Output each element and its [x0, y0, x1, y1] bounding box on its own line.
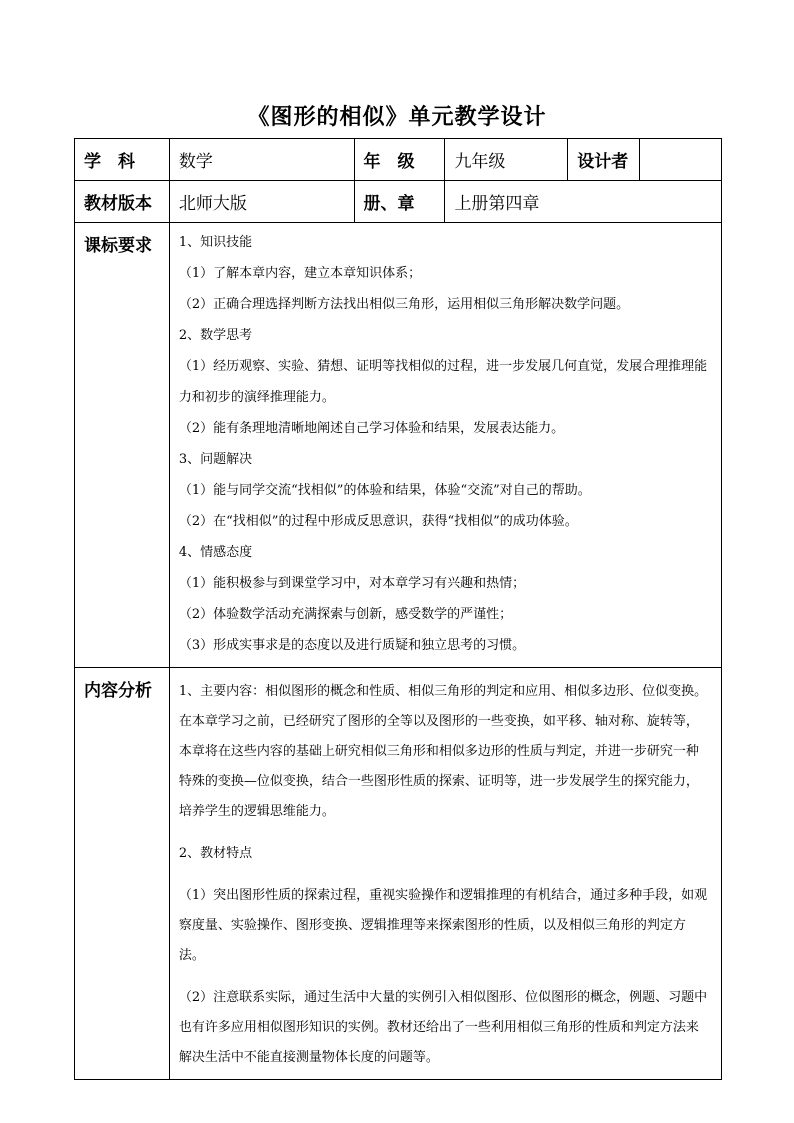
table-row-subject: [75, 139, 722, 181]
standards-line: （1）经历观察、实验、猜想、证明等找相似的过程，进一步发展几何直觉，发展合理推理能力和初步的演绎推理能力。: [178, 359, 708, 405]
subject-label: 学 科: [75, 139, 170, 181]
standards-line: （3）形成实事求是的态度以及进行质疑和独立思考的习惯。: [178, 638, 526, 653]
standards-line: （1）能积极参与到课堂学习中，对本章学习有兴趣和热情；: [178, 576, 526, 591]
standards-line: 4、情感态度: [178, 545, 253, 560]
standards-line: 1、知识技能: [178, 235, 253, 250]
analysis-paragraph: 1、主要内容：相似图形的概念和性质、相似三角形的判定和应用、相似多边形、位似变换。在本章学习之前，已经研究了图形的全等以及图形的一些变换，如平移、轴对称、旋转等，本章将在这些内容的基础上研究相似三角形和相似多边形的性质与判定，并进一步研究一种特殊的变换—位似变换，结合一些图形性质的探索、证明等，进一步发展学生的探究能力，培养学生的逻辑思维能力。: [178, 684, 708, 819]
subject-value: 数学: [169, 139, 354, 181]
analysis-paragraph: （2）注意联系实际，通过生活中大量的实例引入相似图形、位似图形的概念，例题、习题中也有许多应用相似图形知识的实例。教材还给出了一些利用相似三角形的性质和判定方法来解决生活中不能直接测量物体长度的问题等。: [178, 990, 708, 1065]
designer-label: 设计者: [568, 139, 640, 181]
standards-line: （2）正确合理选择判断方法找出相似三角形，运用相似三角形解决数学问题。: [178, 297, 630, 312]
standards-line: （2）在“找相似”的过程中形成反思意识，获得“找相似”的成功体验。: [178, 514, 578, 529]
analysis-paragraph: 2、教材特点: [178, 846, 253, 861]
designer-value: [640, 139, 722, 181]
analysis-paragraph: （1）突出图形性质的探索过程，重视实验操作和逻辑推理的有机结合，通过多种手段，如观察度量、实验操作、图形变换、逻辑推理等来探索图形的性质，以及相似三角形的判定方法。: [178, 888, 708, 963]
volume-label: 册、章: [354, 181, 445, 223]
standards-line: （1）了解本章内容，建立本章知识体系；: [178, 266, 422, 281]
table-row-analysis: [75, 668, 722, 1080]
standards-label: 课标要求: [75, 223, 170, 668]
analysis-content: [169, 668, 721, 1080]
standards-content: [169, 223, 721, 668]
grade-value: 九年级: [445, 139, 568, 181]
standards-line: 3、问题解决: [178, 452, 253, 467]
analysis-label: 内容分析: [75, 668, 170, 1080]
standards-line: （1）能与同学交流“找相似”的体验和结果，体验“交流”对自己的帮助。: [178, 483, 591, 498]
edition-value: 北师大版: [169, 181, 354, 223]
table-row-edition: [75, 181, 722, 223]
document-title: 《图形的相似》单元教学设计: [247, 104, 547, 130]
standards-line: 2、数学思考: [178, 328, 253, 343]
lesson-plan-table: [74, 138, 722, 1080]
volume-value: 上册第四章: [445, 181, 722, 223]
edition-label: 教材版本: [75, 181, 170, 223]
standards-line: （2）体验数学活动充满探索与创新，感受数学的严谨性；: [178, 607, 513, 622]
grade-label: 年 级: [354, 139, 445, 181]
table-row-standards: [75, 223, 722, 668]
standards-line: （2）能有条理地清晰地阐述自己学习体验和结果，发展表达能力。: [178, 421, 565, 436]
